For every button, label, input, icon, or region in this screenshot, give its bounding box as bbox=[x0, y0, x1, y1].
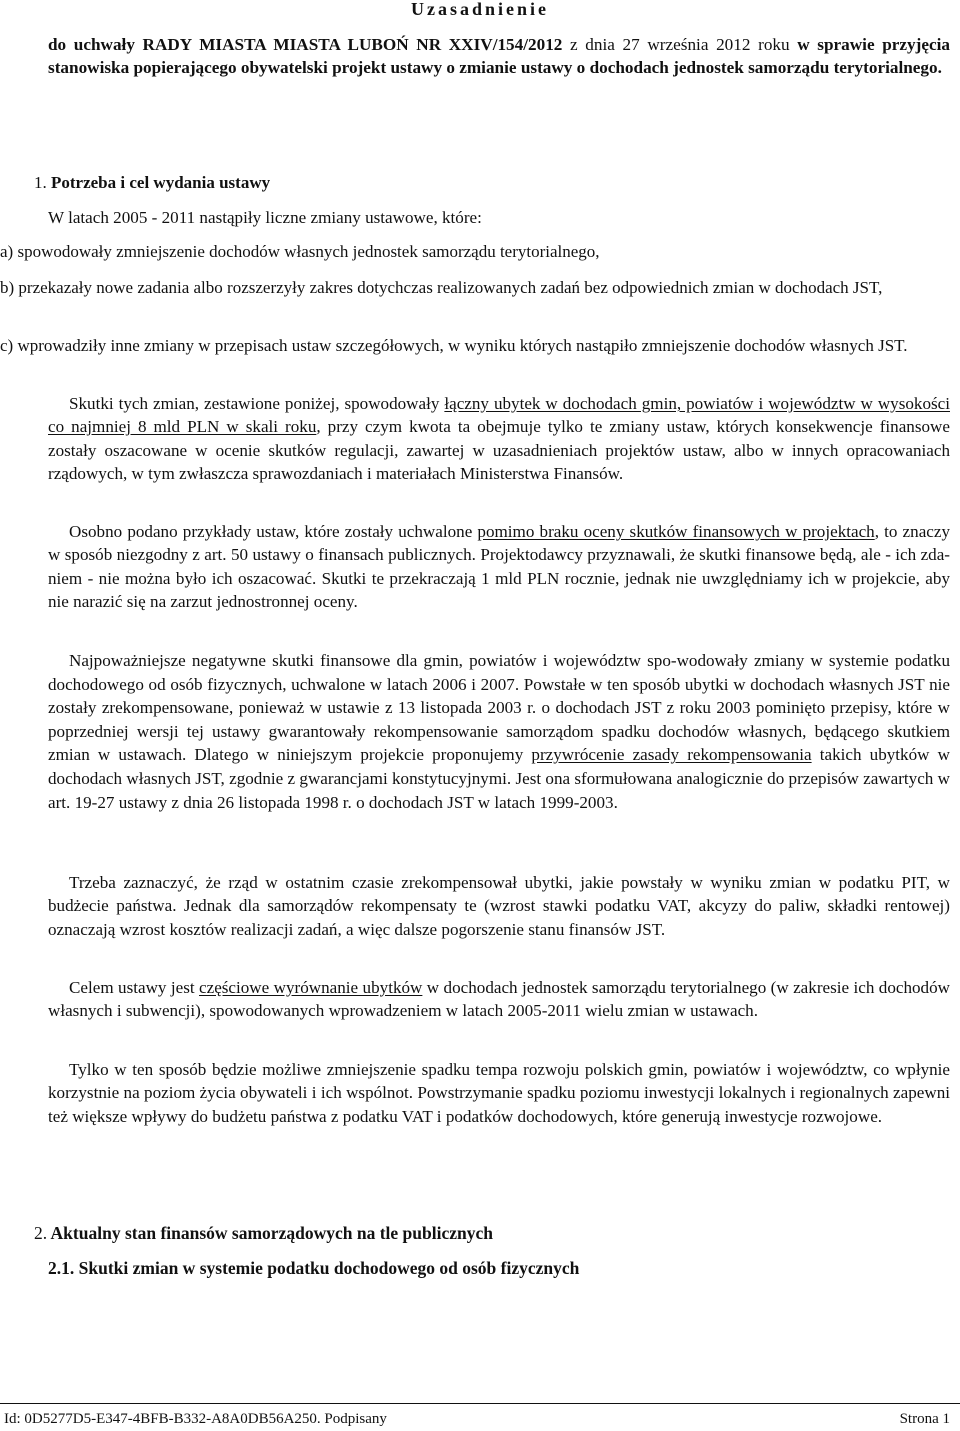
paragraph-2 bbox=[48, 520, 950, 614]
list-item-label: b) bbox=[0, 278, 15, 297]
paragraph-2-underline: pomimo braku oceny skutków finansowych w projektach bbox=[477, 522, 875, 541]
section-1-title: Potrzeba i cel wydania ustawy bbox=[51, 173, 271, 192]
paragraph-5-text-end: w dochodach jednostek samorządu terytorialnego (w zakresie ich dochodów własnych i subwencji), spowodowanych wprowadzeniem w latach 2005-2011 wielu zmian w ustawach. bbox=[48, 978, 950, 1021]
paragraph-1-text-end: , przy czym kwota ta obejmuje tylko te zmiany ustaw, których konsekwencje finansowe zostały oszacowane w ocenie skutków regulacji, zawartej w uzasadnieniach projektów ustaw, albo w innych opracowaniach rządowych, w tym zwłaszcza sprawozdaniach i materiałach Ministerstwa Finansów. bbox=[48, 417, 950, 484]
resolution-header bbox=[48, 34, 950, 79]
document-id: Id: 0D5277D5-E347-4BFB-B332-A8A0DB56A250. Podpisany bbox=[4, 1411, 387, 1427]
paragraph-1-text: Skutki tych zmian, zestawione poniżej, spowodowały bbox=[69, 394, 445, 413]
paragraph-4: Trzeba zaznaczyć, że rząd w ostatnim czasie zrekompensował ubytki, jakie powstały w wyniku zmian w podatku PIT, w budżecie państwa. Jednak dla samorządów rekompensaty te (wzrost stawki podatku VAT, akcyzy do paliw, składki rentowej) oznaczają wzrost kosztów realizacji zadań, a więc dalsze pogorszenie stanu finansów JST. bbox=[48, 873, 950, 939]
section-2-title: Aktualny stan finansów samorządowych na tle publicznych bbox=[50, 1223, 493, 1243]
section-2-heading bbox=[34, 1222, 493, 1244]
header-date: z dnia 27 września 2012 roku bbox=[562, 35, 790, 54]
paragraph-2-text-end: , to znaczy w sposób niezgodny z art. 50 ustawy o finansach publicznych. Projektodawcy przyznawali, że skutki finansowe będą, ale - ich zda-niem - nie można było ich oszacować. Skutki te przekraczają 1 mld PLN rocznie, jednak nie uwzględniamy ich w projekcie, aby nie narazić się na zarzut jednostronnej oceny. bbox=[48, 522, 950, 612]
paragraph-5 bbox=[48, 976, 950, 1023]
header-prefix: do uchwały RADY MIASTA MIASTA LUBOŃ NR XXIV/154/2012 bbox=[48, 35, 563, 54]
section-1-intro: W latach 2005 - 2011 nastąpiły liczne zmiany ustawowe, które: bbox=[48, 208, 482, 227]
list-item-label: c) bbox=[0, 336, 14, 355]
subsection-2-1-heading: 2.1. Skutki zmian w systemie podatku dochodowego od osób fizycznych bbox=[48, 1258, 580, 1278]
paragraph-3 bbox=[48, 649, 950, 814]
section-1-heading bbox=[34, 172, 270, 194]
header-suffix: w sprawie przyjęcia stanowiska popierającego obywatelski projekt ustawy o zmianie ustawy o dochodach jednostek samorządu terytorialnego. bbox=[48, 35, 950, 77]
list-item-text: przekazały nowe zadania albo rozszerzyły zakres dotychczas realizowanych zadań bez odpowiednich zmian w dochodach JST, bbox=[18, 278, 883, 297]
paragraph-5-text: Celem ustawy jest bbox=[69, 978, 200, 997]
paragraph-3-text: Najpoważniejsze negatywne skutki finansowe dla gmin, powiatów i województw spo-wodowały zmiany w systemie podatku dochodowego od osób fizycznych, uchwalone w latach 2006 i 2007. Powstałe w ten sposób ubytki w dochodach własnych JST nie zostały zrekompensowane, ponieważ w ustawie z 13 listopada 2003 r. o dochodach JST z roku 2003 pominięto przepisy, które w poprzedniej wersji tej ustawy gwarantowały rekompensowanie samorządom spadku dochodów własnych, będącego skutkiem zmian w ustawach. Dlatego w niniejszym projekcie proponujemy bbox=[48, 651, 950, 765]
list-item-text: wprowadziły inne zmiany w przepisach ustaw szczegółowych, w wyniku których nastąpiło zmniejszenie dochodów własnych JST. bbox=[17, 336, 908, 355]
paragraph-6: Tylko w ten sposób będzie możliwe zmniejszenie spadku tempa rozwoju polskich gmin, powiatów i województw, co wpłynie korzystnie na poziom życia obywateli i ich wspólnot. Powstrzymanie spadku poziomu inwestycji lokalnych i regionalnych zapewni też większe wpływy do budżetu państwa z podatku VAT i podatków dochodowych, które generują inwestycje rozwojowe. bbox=[48, 1060, 950, 1126]
section-2-number: 2. bbox=[34, 1223, 48, 1243]
list-item-text: spowodowały zmniejszenie dochodów własnych jednostek samorządu terytorialnego, bbox=[17, 242, 600, 261]
list-item-c bbox=[0, 334, 950, 357]
footer-divider bbox=[0, 1403, 960, 1404]
paragraph-3-underline: przywrócenie zasady rekompensowania bbox=[531, 745, 812, 765]
page-number: Strona 1 bbox=[899, 1411, 950, 1427]
paragraph-2-text: Osobno podano przykłady ustaw, które zostały uchwalone bbox=[69, 522, 478, 541]
section-1-number: 1. bbox=[34, 173, 47, 192]
page-footer bbox=[4, 1410, 950, 1428]
paragraph-3-text-end: takich ubytków w dochodach własnych JST, zgodnie z gwarancjami konstytucyjnymi. Jest ona sformułowana analogicznie do przepisów zawartych w art. 19-27 ustawy z dnia 26 listopada 1998 r. o dochodach JST w latach 1999-2003. bbox=[48, 745, 950, 812]
document-title: Uzasadnienie bbox=[410, 0, 549, 19]
list-item-b bbox=[0, 276, 950, 299]
paragraph-1-underline: łączny ubytek w dochodach gmin, powiatów i województw w wysokości co najmniej 8 mld PLN w skali roku bbox=[48, 394, 950, 437]
paragraph-1 bbox=[48, 392, 950, 486]
list-item-label: a) bbox=[0, 242, 14, 261]
paragraph-5-underline: częściowe wyrównanie ubytków bbox=[199, 978, 423, 997]
list-item-a bbox=[0, 240, 950, 263]
